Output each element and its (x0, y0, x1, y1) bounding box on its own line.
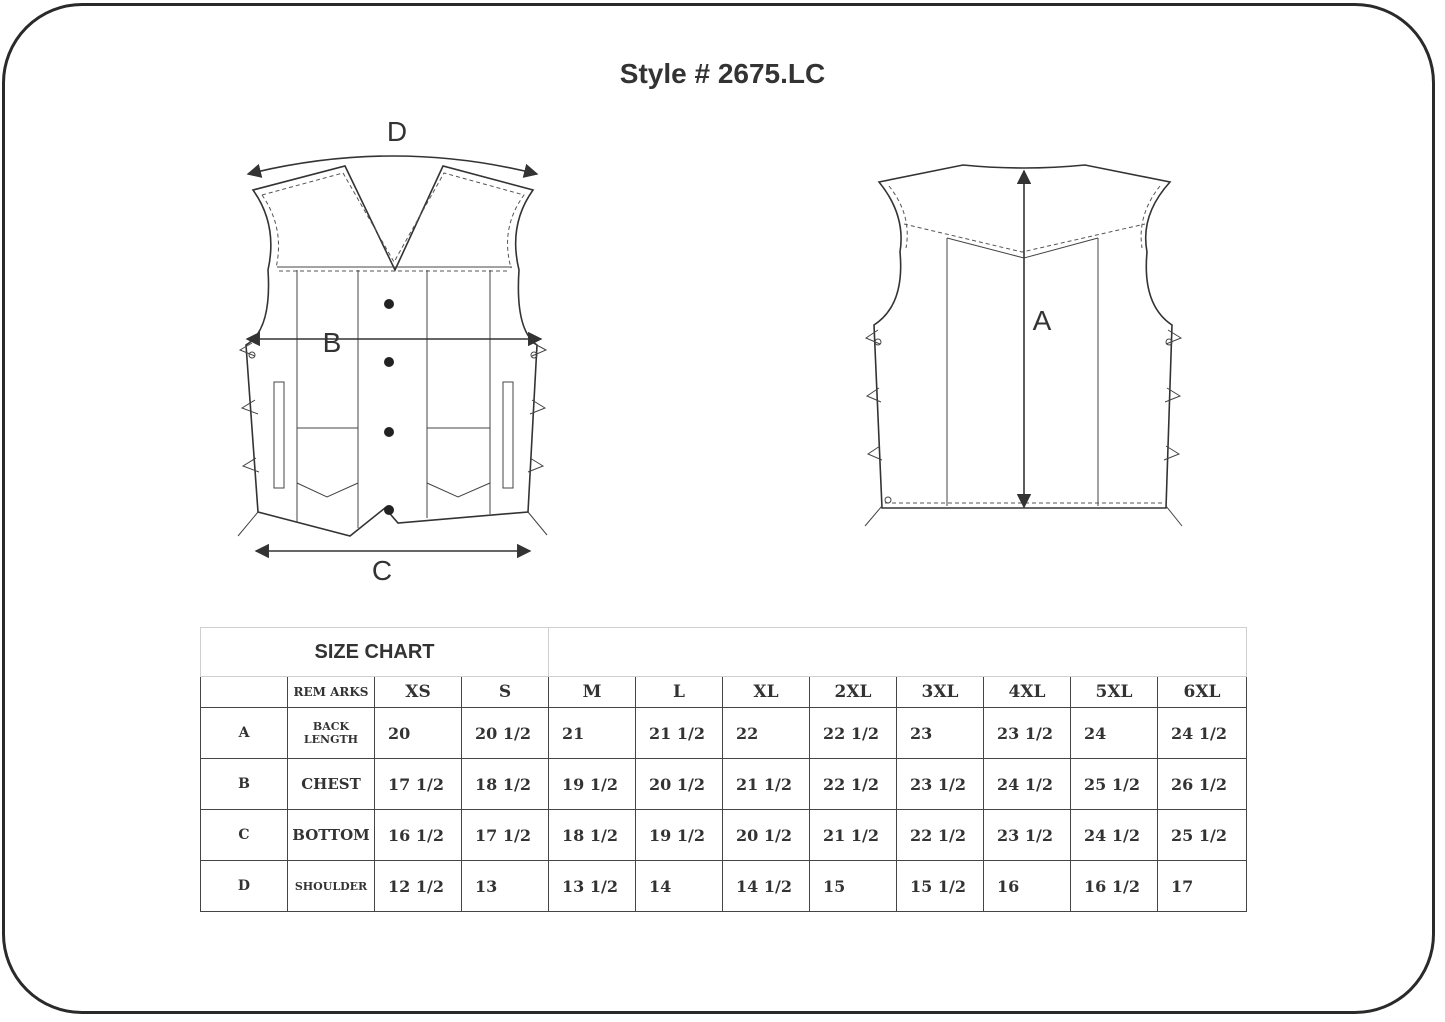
table-cell: 13 (462, 861, 549, 912)
svg-text:C: C (371, 555, 393, 586)
table-cell: 19 1/2 (636, 810, 723, 861)
size-header: S (462, 677, 549, 708)
table-row (201, 759, 1247, 810)
table-cell: 17 (1158, 861, 1247, 912)
table-cell: 23 1/2 (897, 759, 984, 810)
table-cell: 16 (984, 861, 1071, 912)
front-vest-drawing (238, 166, 547, 536)
table-cell: 24 (1071, 708, 1158, 759)
size-header: 4XL (984, 677, 1071, 708)
table-row (201, 708, 1247, 759)
table-cell: 20 1/2 (636, 759, 723, 810)
table-cell: 20 1/2 (462, 708, 549, 759)
row-key: C (201, 810, 288, 861)
table-cell: 18 1/2 (549, 810, 636, 861)
table-cell: 13 1/2 (549, 861, 636, 912)
table-cell: 21 1/2 (636, 708, 723, 759)
row-remark: BOTTOM (288, 810, 375, 861)
remarks-header: REM ARKS (288, 677, 375, 708)
table-cell: 25 1/2 (1158, 810, 1247, 861)
table-cell: 14 (636, 861, 723, 912)
table-cell: 20 1/2 (723, 810, 810, 861)
table-cell: 15 (810, 861, 897, 912)
table-cell: 16 1/2 (1071, 861, 1158, 912)
row-remark: SHOULDER (288, 861, 375, 912)
table-cell: 17 1/2 (462, 810, 549, 861)
row-key: D (201, 861, 288, 912)
size-header: XL (723, 677, 810, 708)
style-title: Style # 2675.LC (619, 58, 826, 89)
dimension-c (256, 551, 530, 586)
table-cell: 24 1/2 (984, 759, 1071, 810)
size-header: 5XL (1071, 677, 1158, 708)
dimension-d (248, 116, 537, 174)
table-cell: 12 1/2 (375, 861, 462, 912)
row-key: A (201, 708, 288, 759)
table-cell: 14 1/2 (723, 861, 810, 912)
table-cell: 25 1/2 (1071, 759, 1158, 810)
size-chart-table (200, 627, 1247, 912)
table-cell: 18 1/2 (462, 759, 549, 810)
table-cell: 22 (723, 708, 810, 759)
size-header: 2XL (810, 677, 897, 708)
size-header: L (636, 677, 723, 708)
row-key: B (201, 759, 288, 810)
size-header: XS (375, 677, 462, 708)
table-cell: 24 1/2 (1071, 810, 1158, 861)
size-header: 3XL (897, 677, 984, 708)
size-chart-heading-blank (549, 628, 1247, 677)
svg-text:B: B (322, 327, 342, 358)
table-row (201, 810, 1247, 861)
row-remark: CHEST (288, 759, 375, 810)
size-header: M (549, 677, 636, 708)
dimension-b (247, 327, 541, 358)
table-cell: 21 1/2 (723, 759, 810, 810)
table-cell: 24 1/2 (1158, 708, 1247, 759)
table-cell: 21 (549, 708, 636, 759)
table-cell: 16 1/2 (375, 810, 462, 861)
table-row (201, 861, 1247, 912)
table-cell: 15 1/2 (897, 861, 984, 912)
table-cell: 22 1/2 (897, 810, 984, 861)
size-header-row (201, 677, 1247, 708)
table-cell: 22 1/2 (810, 759, 897, 810)
svg-text:A: A (1032, 305, 1052, 336)
size-header: 6XL (1158, 677, 1247, 708)
table-cell: 26 1/2 (1158, 759, 1247, 810)
table-cell: 23 (897, 708, 984, 759)
table-cell: 17 1/2 (375, 759, 462, 810)
svg-text:D: D (386, 116, 408, 147)
table-cell: 22 1/2 (810, 708, 897, 759)
table-cell: 21 1/2 (810, 810, 897, 861)
table-cell: 23 1/2 (984, 810, 1071, 861)
table-cell: 19 1/2 (549, 759, 636, 810)
table-cell: 23 1/2 (984, 708, 1071, 759)
dimension-a (1024, 171, 1052, 507)
table-cell: 20 (375, 708, 462, 759)
key-header (201, 677, 288, 708)
row-remark: BACK LENGTH (288, 708, 375, 759)
size-chart-heading: SIZE CHART (201, 628, 549, 677)
